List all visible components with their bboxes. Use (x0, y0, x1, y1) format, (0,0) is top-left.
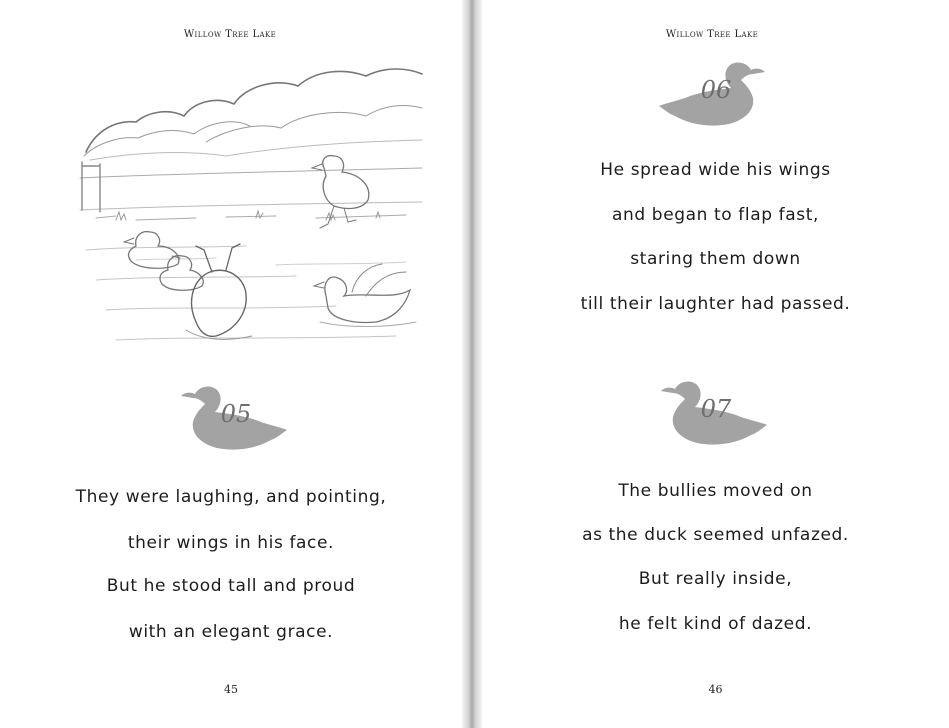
verse-line: staring them down (630, 249, 801, 269)
verse-line: till their laughter had passed. (580, 294, 851, 314)
verse-line: with an elegant grace. (128, 622, 334, 642)
stanza-number: 05 (220, 400, 252, 428)
stanza-number: 06 (700, 76, 732, 104)
running-head-left: Willow Tree Lake (183, 29, 277, 40)
running-head-right: Willow Tree Lake (665, 29, 759, 40)
stanza-number: 07 (700, 395, 732, 423)
stanza-marker-05 (177, 382, 289, 454)
stanza-marker-06 (657, 58, 769, 130)
page-number-left: 45 (224, 683, 238, 696)
verse-line: as the duck seemed unfazed. (582, 525, 849, 545)
stanza-marker-07 (657, 377, 769, 449)
right-page (482, 0, 949, 728)
page-number-right: 46 (708, 683, 723, 696)
verse-line: But he stood tall and proud (106, 576, 356, 596)
verse-line: But really inside, (638, 569, 793, 589)
verse-line: He spread wide his wings (600, 160, 831, 180)
left-page (0, 0, 462, 728)
ducks-sketch-illustration (76, 60, 426, 360)
verse-line: The bullies moved on (618, 481, 813, 501)
verse-line: and began to flap fast, (612, 205, 819, 225)
verse-line: he felt kind of dazed. (618, 614, 813, 634)
verse-line: their wings in his face. (127, 533, 335, 553)
verse-line: They were laughing, and pointing, (75, 487, 387, 507)
book-gutter (462, 0, 482, 728)
